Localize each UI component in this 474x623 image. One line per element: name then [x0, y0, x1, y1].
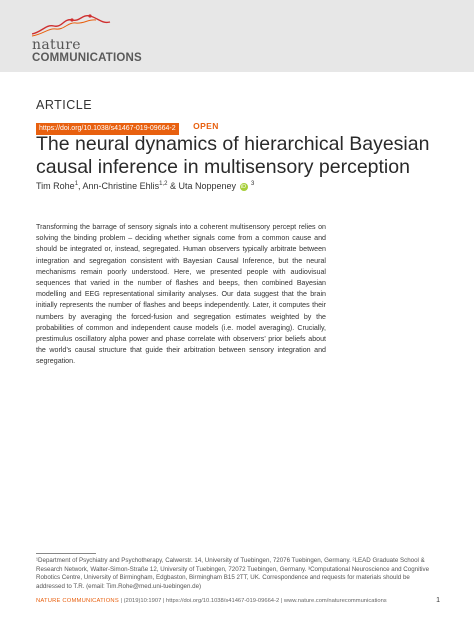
- page-footer: [36, 598, 440, 608]
- author-name[interactable]: Ann-Christine Ehlis: [82, 181, 160, 191]
- article-type-label: ARTICLE: [36, 98, 93, 112]
- article-title: The neural dynamics of hierarchical Bayesian causal inference in multisensory perception: [36, 133, 430, 178]
- open-access-badge: OPEN: [193, 120, 219, 131]
- page-number: 1: [436, 597, 440, 604]
- doi-row: [36, 117, 219, 132]
- doi-link[interactable]: https://doi.org/10.1038/s41467-019-09664-2: [36, 123, 179, 135]
- affiliation-marker: 3: [251, 181, 255, 187]
- affiliations-text: ¹Department of Psychiatry and Psychotherapy, Calwerstr. 14, University of Tuebingen, 72076 Tuebingen, Germany. ²LEAD Graduate School & Research Network, Walter-Simon-Straße 12, University of Tuebingen, 72072 Tuebingen, Germany. ³Computational Neuroscience and Cognitive Robotics Centre, University of Birmingham, Edgbaston, Birmingham B15 2TT, UK. Correspondence and requests for materials should be addressed to T.R. (email:: [36, 557, 430, 590]
- logo-word-communications: COMMUNICATIONS: [32, 52, 142, 64]
- footer-citation: | (2019)10:1907 | https://doi.org/10.1038/s41467-019-09664-2 | www.nature.com/naturecommunications: [118, 598, 387, 604]
- footnote-divider: [36, 553, 96, 554]
- affiliation-marker: 1: [74, 181, 79, 187]
- author-name[interactable]: Tim Rohe: [36, 181, 75, 191]
- logo-word-nature: nature: [32, 37, 81, 53]
- logo-wave-graphic: [32, 10, 152, 40]
- author-name[interactable]: Uta Noppeney: [178, 181, 237, 191]
- correspondence-email-link[interactable]: Tim.Rohe@med.uni-tuebingen.de: [106, 582, 200, 590]
- footer-journal-name: NATURE COMMUNICATIONS: [36, 598, 119, 604]
- journal-masthead: [0, 0, 474, 72]
- affiliation-marker: 1,2: [159, 181, 168, 187]
- author-list: Tim Rohe$^1$, Ann-Christine Ehlis$^{1,2}$ & Uta Noppeney iD $^3$: [36, 181, 255, 191]
- journal-logo[interactable]: [32, 10, 152, 64]
- orcid-icon[interactable]: iD: [240, 183, 247, 190]
- footnote-close: ): [199, 582, 202, 590]
- abstract-text: Transforming the barrage of sensory signals into a coherent multisensory percept relies on solving the binding problem – deciding whether signals come from a common cause and should be integrated or, instead, segregated. Human observers typically arbitrate between integration and segregation consistent with Bayesian Causal Inference, but the neural mechanisms remain poorly understood. Here, we presented people with audiovisual sequences that varied in the number of flashes and beeps, then combined Bayesian modelling and EEG representational similarity analyses. Our data suggest that the brain initially represents the number of flashes and beeps independently. Later, it computes their numbers by averaging the forced-fusion and segregation estimates weighted by the probabilities of common and independent cause models (i.e. model averaging). Crucially, prestimulus oscillatory alpha power and phase correlate with observers’ prior beliefs about the world’s causal structure that guide their arbitration between sensory integration and segregation.: [36, 223, 326, 366]
- author-conjunction: &: [169, 181, 176, 191]
- affiliations-footnote: [36, 557, 440, 591]
